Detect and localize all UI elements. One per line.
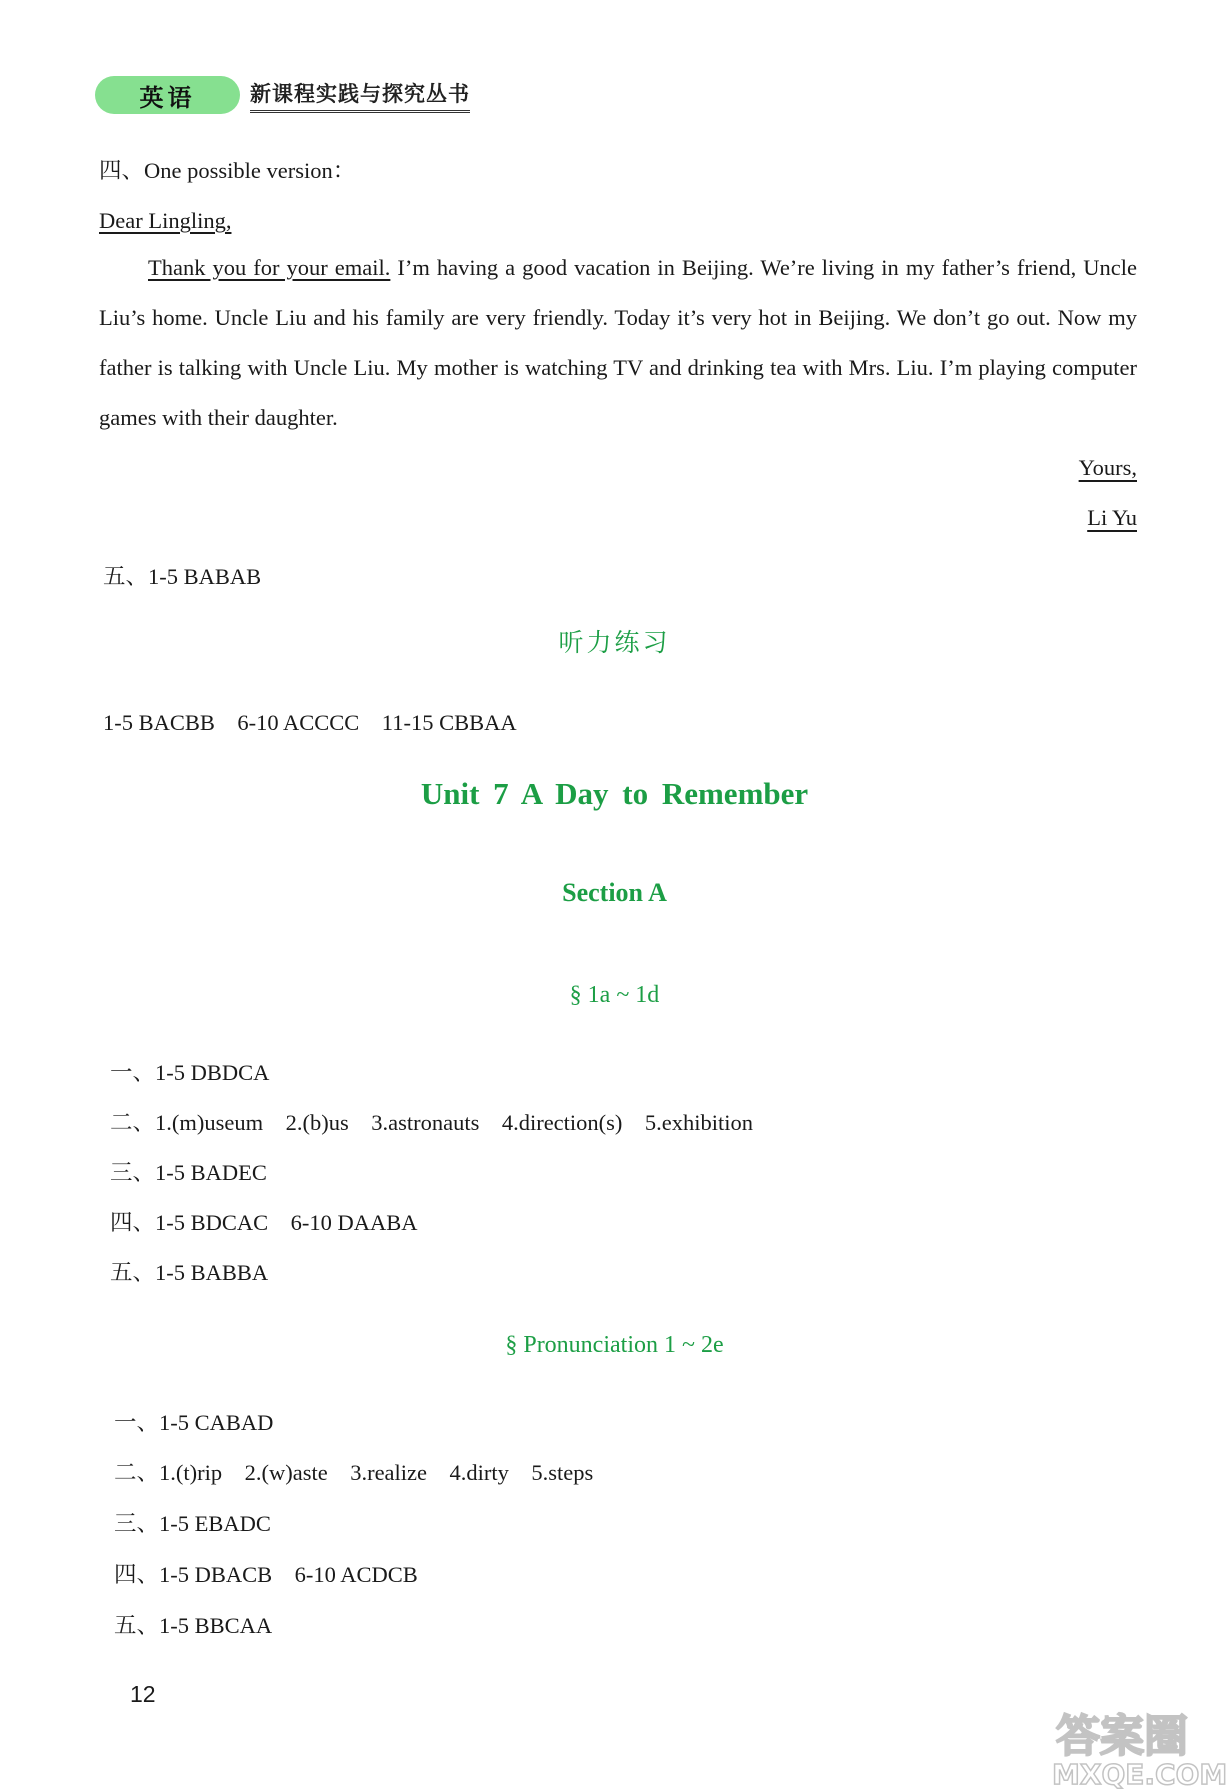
watermark: [1052, 1700, 1227, 1792]
letter-closing: Yours,: [1078, 455, 1137, 480]
answer-row: 五、1-5 BBCAA: [114, 1613, 273, 1638]
subsection-heading-pronunciation: § Pronunciation 1 ~ 2e: [505, 1332, 724, 1358]
page-header: [95, 75, 470, 115]
answer-row: 二、1.(m)useum 2.(b)us 3.astronauts 4.direction(s) 5.exhibition: [110, 1110, 754, 1135]
letter-salutation: Dear Lingling,: [99, 208, 232, 233]
subsection-heading-1a-1d: § 1a ~ 1d: [569, 982, 660, 1008]
answer-row: 四、1-5 DBACB 6-10 ACDCB: [114, 1562, 418, 1587]
answer-row: 二、1.(t)rip 2.(w)aste 3.realize 4.dirty 5.steps: [114, 1460, 594, 1485]
letter-body: [99, 243, 1137, 443]
letter-signature: Li Yu: [1087, 505, 1137, 530]
answer-row: 三、1-5 EBADC: [114, 1511, 271, 1536]
listening-answers: 1-5 BACBB 6-10 ACCCC 11-15 CBBAA: [103, 710, 517, 735]
answer-row: 一、1-5 DBDCA: [110, 1060, 270, 1085]
section-title: Section A: [562, 878, 667, 907]
unit-title: Unit 7 A Day to Remember: [420, 776, 809, 811]
answer-row: 三、1-5 BADEC: [110, 1160, 267, 1185]
watermark-logo: 答案圈: [1056, 1711, 1188, 1762]
series-title: 新课程实践与探究丛书: [250, 78, 470, 113]
watermark-site: MXQE.COM: [1052, 1758, 1228, 1791]
page-number: 12: [130, 1681, 156, 1707]
answer-row-5: 五、1-5 BABAB: [103, 564, 262, 589]
letter-body-text: I’m having a good vacation in Beijing. We’re living in my father’s friend, Uncle Liu’s home. Uncle Liu and his family are very friendly. Today it’s very hot in Beijing. We don’t go out. Now my father is talking with Uncle Liu. My mother is watching TV and drinking tea with Mrs. Liu. I’m playing computer games with their daughter.: [99, 255, 1137, 430]
answer-row: 一、1-5 CABAD: [114, 1410, 274, 1435]
subject-badge: 英语: [95, 76, 240, 114]
answer-row: 五、1-5 BABBA: [110, 1260, 269, 1285]
writing-intro: 四、One possible version：: [99, 158, 356, 183]
letter-opening: Thank you for your email.: [148, 255, 391, 280]
answer-row: 四、1-5 BDCAC 6-10 DAABA: [110, 1210, 418, 1235]
listening-heading: 听力练习: [558, 628, 671, 657]
